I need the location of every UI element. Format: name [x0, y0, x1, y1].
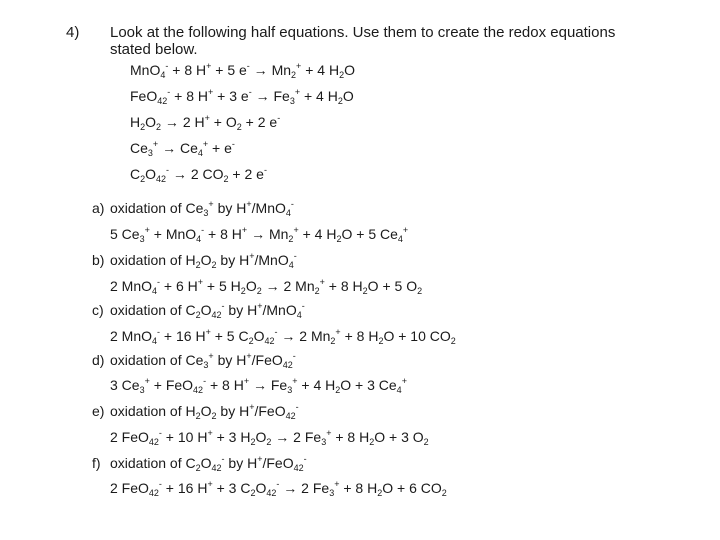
part-question: oxidation of $Ce_3^+$ by H+/FeO$_{42}$-: [110, 351, 296, 370]
part-label: f): [92, 455, 101, 471]
half-equation: MnO$_4$- + 8 H+ + 5 $e^- \to Mn_2^+ + 4$ $H_2O$: [130, 61, 355, 80]
part-question: oxidation of $C_2O_{42}^-$ by H+/MnO$_4$-: [110, 301, 305, 320]
part-question: oxidation of $C_2O_{42}^-$ by H+/FeO$_{42}$-: [110, 454, 307, 473]
part-question: oxidation of $H_2O_2$ by H+/FeO$_{42}$-: [110, 402, 299, 421]
half-equation: $C_2O_{42}^- \to 2$ $CO_2 + 2$ e-: [130, 165, 267, 184]
half-equation: $Ce_3^+ \to Ce_4^+ + e^-$: [130, 139, 235, 158]
part-label: a): [92, 200, 105, 216]
part-label: b): [92, 252, 105, 268]
half-equation: FeO$_{42}$- + 8 H+ + 3 $e^- \to Fe_3^+ + 4$ $H_2O$: [130, 87, 354, 106]
part-answer: 2 FeO$_{42}$- + 16 H+ + 3 $C_2O_{42}^- \to 2$ $Fe_3^+ + 8$ $H_2O + 6$ $CO_2$: [110, 479, 447, 498]
question-number: 4): [66, 24, 80, 41]
half-equation: $H_2O_2 \to 2$ $H^+ + O_2 + 2$ e-: [130, 113, 281, 132]
part-question: oxidation of $H_2O_2$ by H+/MnO$_4$-: [110, 251, 297, 270]
part-label: e): [92, 403, 105, 419]
part-label: d): [92, 352, 105, 368]
part-answer: 3 $Ce_3^+ + FeO_{42}^- + 8$ $H^+ \to Fe_3^+ + 4$ $H_2O + 3$ $Ce_4^+$: [110, 376, 407, 395]
part-answer: 5 $Ce_3^+ + MnO_4^- + 8$ $H^+ \to Mn_2^+ + 4$ $H_2O + 5$ $Ce_4^+$: [110, 225, 409, 244]
part-answer: 2 FeO$_{42}$- + 10 H+ + 3 $H_2O_2 \to 2$ $Fe_3^+ + 8$ $H_2O + 3$ $O_2$: [110, 428, 429, 447]
part-label: c): [92, 302, 104, 318]
part-answer: 2 MnO$_4$- + 16 H+ + 5 $C_2O_{42}^- \to 2$ $Mn_2^+ + 8$ $H_2O + 10$ $CO_2$: [110, 327, 456, 346]
part-question: oxidation of $Ce_3^+$ by H+/MnO$_4$-: [110, 199, 294, 218]
part-answer: 2 MnO$_4$- + 6 H+ + 5 $H_2O_2 \to 2$ $Mn_2^+ + 8$ $H_2O + 5$ $O_2$: [110, 277, 423, 296]
question-intro: Look at the following half equations. Use them to create the redox equations stated below.: [110, 24, 616, 58]
